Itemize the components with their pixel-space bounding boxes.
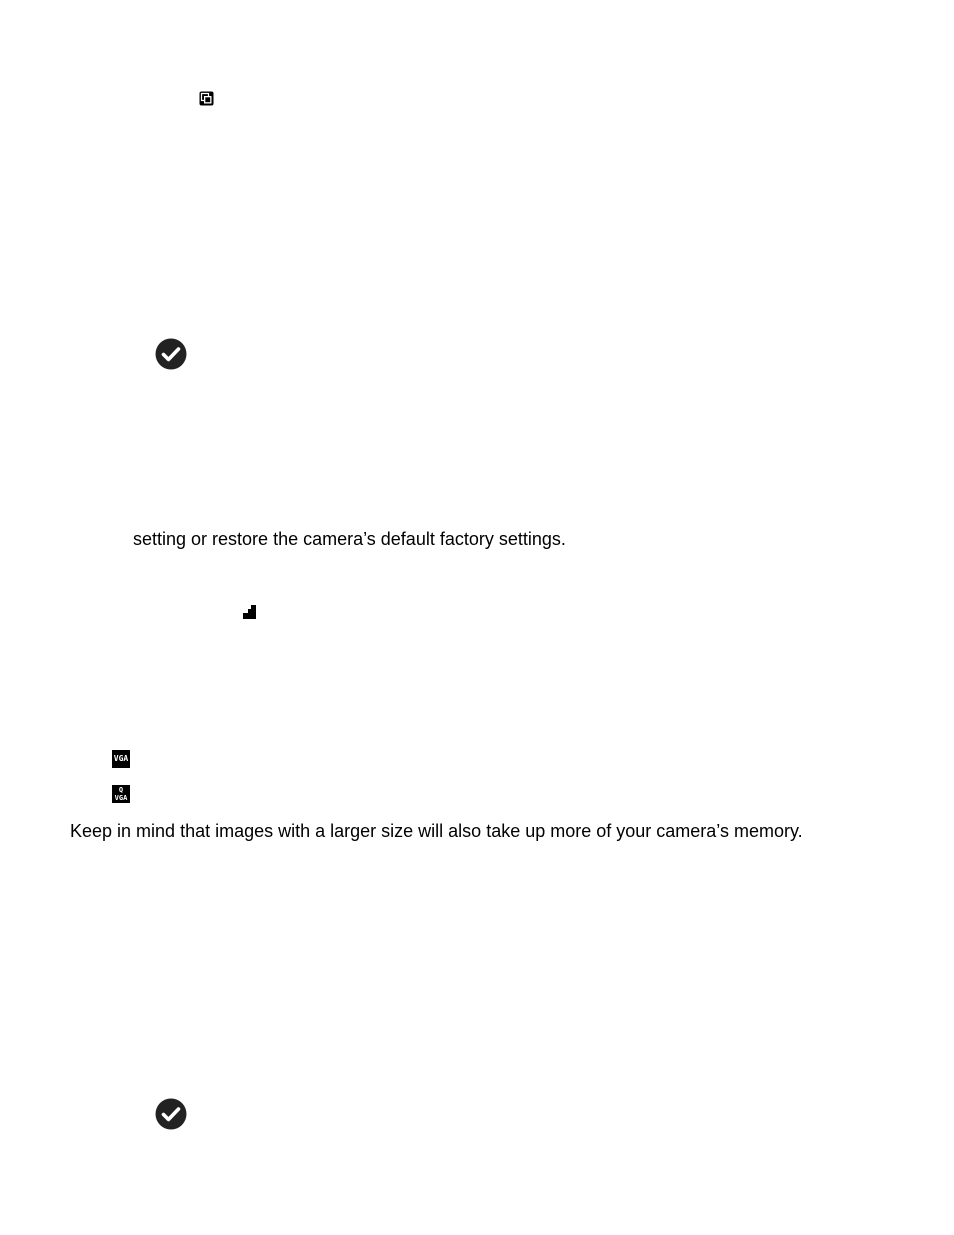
continuous-shot-icon <box>199 91 214 106</box>
reset-settings-text: setting or restore the camera’s default factory settings. <box>133 529 566 549</box>
vga-size-icon: VGA <box>112 750 130 768</box>
checkmark-circle-icon <box>155 1098 187 1130</box>
qvga-size-icon: Q VGA <box>112 785 130 803</box>
image-size-icon <box>243 605 256 619</box>
memory-note-text: Keep in mind that images with a larger size will also take up more of your camera’s memory. <box>70 821 803 841</box>
checkmark-circle-icon <box>155 338 187 370</box>
